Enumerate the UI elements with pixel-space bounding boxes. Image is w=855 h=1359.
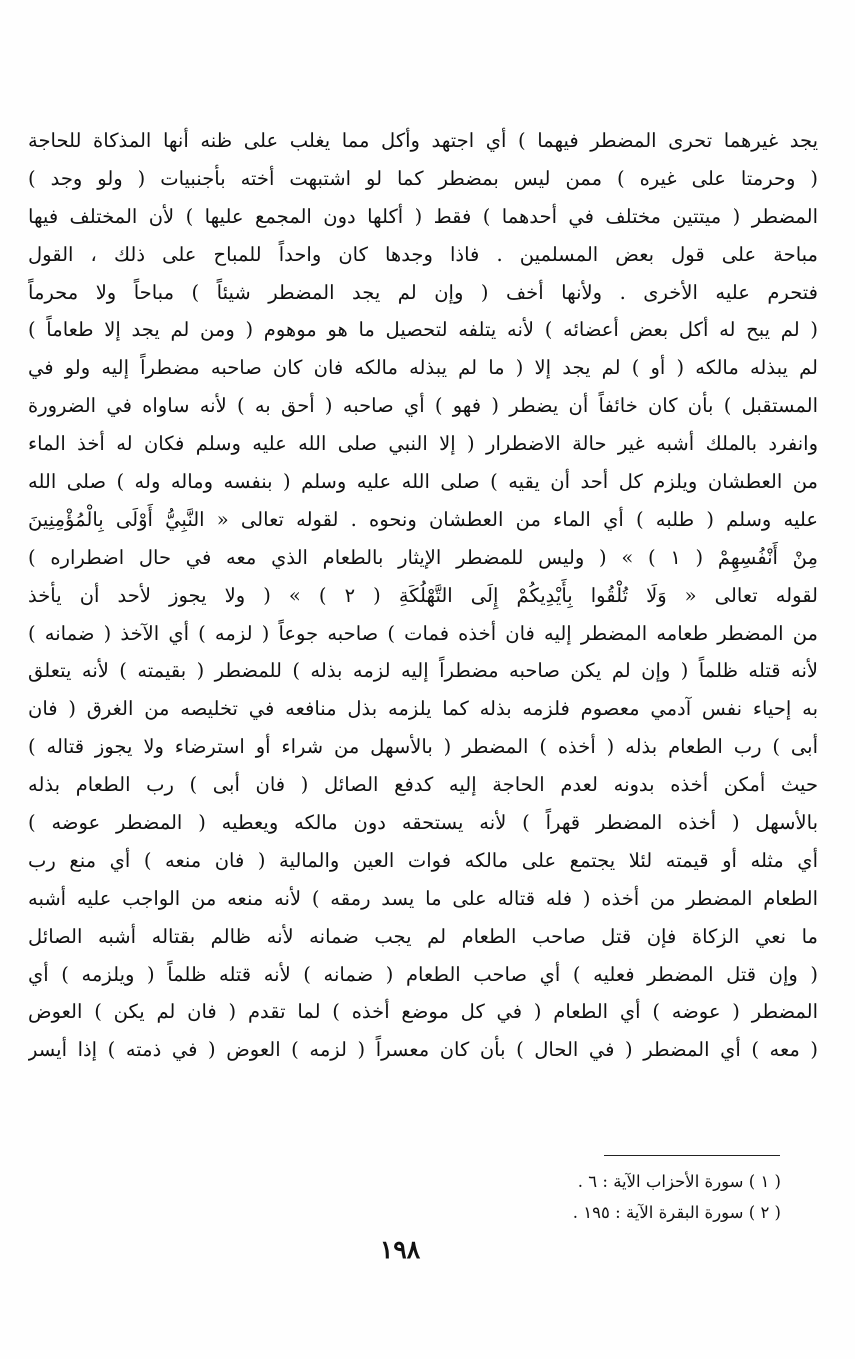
text-line: أي مثله أو قيمته لئلا يجتمع على مالكه فوات العين والمالية ( فان منعه ) أي منع رب [28,848,818,872]
text-line: ( وإن قتل المضطر فعليه ) أي صاحب الطعام ( ضمانه ) لأنه قتله ظلماً ( ويلزمه ) أي [28,962,818,986]
text-line: عليه وسلم ( طلبه ) أي الماء من العطشان ونحوه . لقوله تعالى « النَّبِيُّ أَوْلَى بِالْمُؤْمِنِينَ [28,507,818,531]
text-line: المضطر ( ميتتين مختلف في أحدهما ) فقط ( أكلها دون المجمع عليها ) لأن المختلف فيها [28,204,818,228]
text-line: ما نعي الزكاة فإن قتل صاحب الطعام لم يجب ضمانه لأنه ظالم بقتاله أشبه الصائل [28,924,818,948]
text-line: من العطشان ويلزم كل أحد أن يقيه ) صلى الله عليه وسلم ( بنفسه وماله وله ) صلى الله [28,470,818,494]
text-line: بالأسهل ( أخذه المضطر قهراً ) لأنه يستحقه دون مالكه ويعطيه ( المضطر عوضه ) [28,811,818,835]
footnote: ( ١ ) سورة الأحزاب الآية : ٦ . [577,1172,781,1191]
text-line: ( وحرمتا على غيره ) ممن ليس بمضطر كما لو اشتبهت أخته بأجنبيات ( ولو وجد ) [28,166,818,190]
text-line: لقوله تعالى « وَلَا تُلْقُوا بِأَيْدِيكُمْ إِلَى التَّهْلُكَةِ ( ٢ ) » ( ولا يجوز لأحد أن يأخذ [28,583,818,607]
text-line: المستقبل ) بأن كان خائفاً أن يضطر ( فهو ) أي صاحبه ( أحق به ) لأنه ساواه في الضرورة [28,394,818,418]
footnote-separator [604,1155,780,1156]
text-line: حيث أمكن أخذه بدونه لعدم الحاجة إليه كدفع الصائل ( فان أبى ) رب الطعام بذله [28,773,818,797]
text-line: لأنه قتله ظلماً ( وإن لم يكن صاحبه مضطراً إليه لزمه بذله ) للمضطر ( بقيمته ) لأنه يتعلق [28,659,818,683]
text-line: المضطر ( عوضه ) أي الطعام ( في كل موضع أخذه ) لما تقدم ( فان لم يكن ) العوض [28,1000,818,1024]
text-line: من المضطر طعامه المضطر إليه فان أخذه فمات ) صاحبه جوعاً ( لزمه ) أي الآخذ ( ضمانه ) [28,621,818,645]
text-line: الطعام المضطر من أخذه ( فله قتاله على ما يسد رمقه ) لأنه منعه من الواجب عليه أشبه [28,886,818,910]
footnotes-block [381,1166,781,1228]
text-line: أبى ) رب الطعام بذله ( أخذه ) المضطر ( بالأسهل من شراء أو استرضاء ولا يجوز قتاله ) [28,735,818,759]
text-line: وانفرد بالملك أشبه غير حالة الاضطرار ( إلا النبي صلى الله عليه وسلم فكان له أخذ الماء [28,432,818,456]
page-number: ١٩٨ [379,1235,421,1264]
text-line: يجد غيرهما تحرى المضطر فيهما ) أي اجتهد وأكل مما يغلب على ظنه أنها المذكاة للحاجة [28,129,818,152]
text-line: لم يبذله مالكه ( أو ) لم يجد إلا ( ما لم يبذله مالكه فان كان صاحبه مضطراً إليه ولو في [28,356,818,380]
text-line: ( لم يبح له أكل بعض أعضائه ) لأنه يتلفه لتحصيل ما هو موهوم ( ومن لم يجد إلا طعاماً ) [28,318,818,342]
footnote: ( ٢ ) سورة البقرة الآية : ١٩٥ . [572,1203,781,1222]
main-text-block [28,122,818,1069]
text-line: مباحة على قول بعض المسلمين . فاذا وجدها كان واحداً للمباح على ذلك ، القول [28,242,818,266]
text-line: مِنْ أَنْفُسِهِمْ ( ١ ) » ( وليس للمضطر الإيثار بالطعام الذي معه في حال اضطراره ) [28,545,818,569]
text-line: ( معه ) أي المضطر ( في الحال ) بأن كان معسراً ( لزمه ) العوض ( في ذمته ) إذا أيسر [28,1038,818,1062]
text-line: فتحرم عليه الأخرى . ولأنها أخف ( وإن لم يجد المضطر شيئاً ) مباحاً ولا محرماً [28,280,818,304]
text-line: به إحياء نفس آدمي معصوم فلزمه بذله كما يلزمه بذل منافعه في تخليصه من الغرق ( فان [28,697,818,721]
